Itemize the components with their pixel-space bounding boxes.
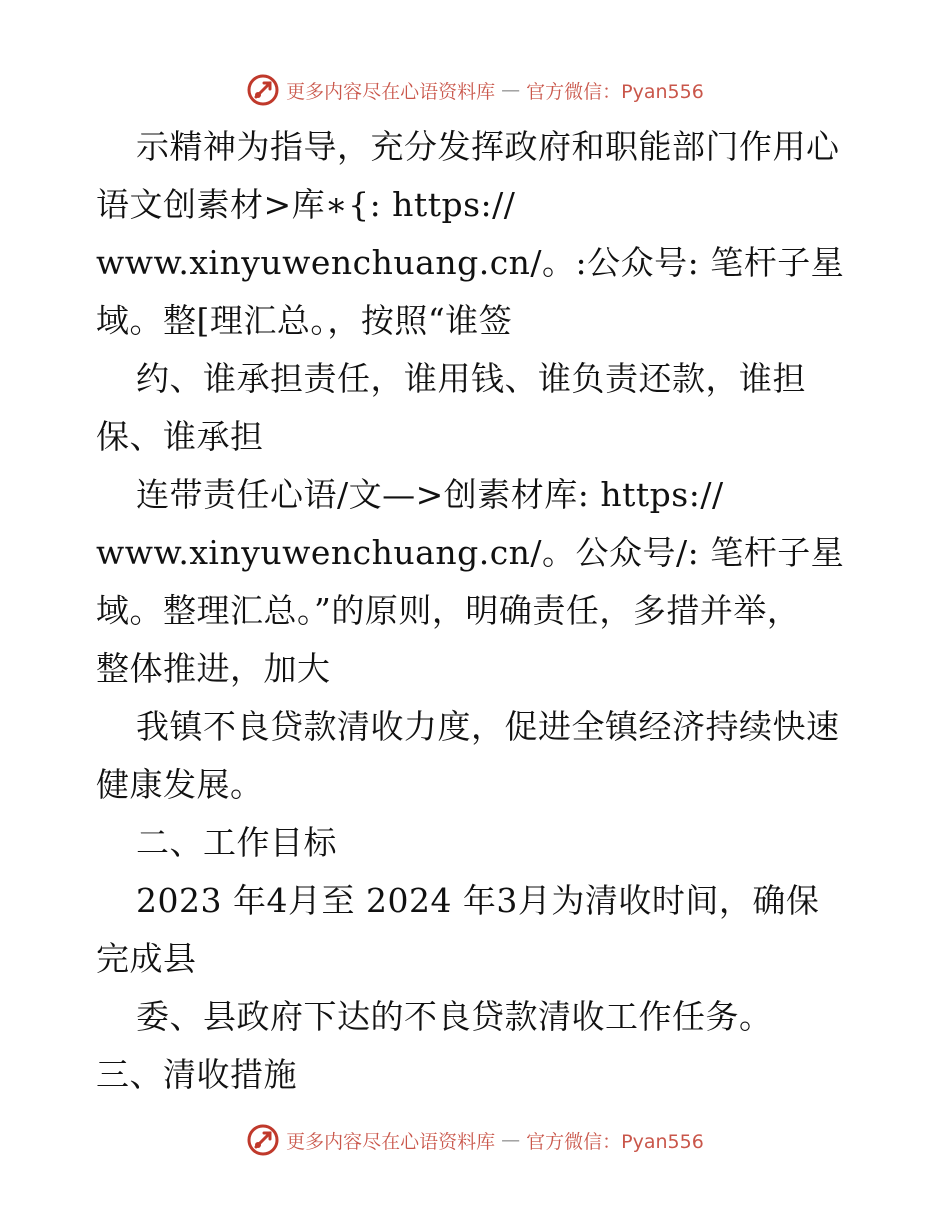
text-line: www.xinyuwenchuang.cn/。公众号/: 笔杆子星 — [96, 533, 845, 572]
watermark-text: 更多内容尽在心语资料库 — [286, 1130, 496, 1153]
text-line: 约、谁承担责任，谁用钱、谁负责还款，谁担 — [136, 359, 806, 398]
text-line: 2023 年4月至 2024 年3月为清收时间，确保 — [136, 881, 820, 920]
document-body — [96, 118, 876, 1104]
watermark-separator: — — [501, 79, 521, 101]
watermark-separator: — — [501, 1129, 521, 1151]
watermark-wechat: 官方微信：Pyan556 — [526, 80, 704, 103]
text-line: www.xinyuwenchuang.cn/。:公众号: 笔杆子星 — [96, 243, 845, 282]
text-line: 我镇不良贷款清收力度，促进全镇经济持续快速 — [136, 707, 840, 746]
text-line: 示精神为指导，充分发挥政府和职能部门作用心 — [136, 127, 840, 166]
text-line: 域。整[理汇总。，按照“谁签 — [96, 301, 513, 340]
text-line: 整体推进，加大 — [96, 649, 331, 688]
text-line: 域。整理汇总。”的原则，明确责任，多措并举， — [96, 591, 801, 630]
watermark-wechat: 官方微信：Pyan556 — [526, 1130, 704, 1153]
brand-logo-icon — [246, 1123, 280, 1157]
header-watermark — [0, 70, 950, 110]
footer-watermark — [0, 1120, 950, 1160]
brand-logo-icon — [246, 73, 280, 107]
text-line: 健康发展。 — [96, 765, 264, 804]
text-line: 委、县政府下达的不良贷款清收工作任务。 — [136, 997, 773, 1036]
section-heading: 三、清收措施 — [96, 1055, 297, 1094]
text-line: 语文创素材>库∗{: https:// — [96, 185, 516, 224]
watermark-text: 更多内容尽在心语资料库 — [286, 80, 496, 103]
section-heading: 二、工作目标 — [136, 823, 337, 862]
text-line: 连带责任心语/文—>创素材库: https:// — [136, 475, 724, 514]
text-line: 完成县 — [96, 939, 197, 978]
text-line: 保、谁承担 — [96, 417, 264, 456]
